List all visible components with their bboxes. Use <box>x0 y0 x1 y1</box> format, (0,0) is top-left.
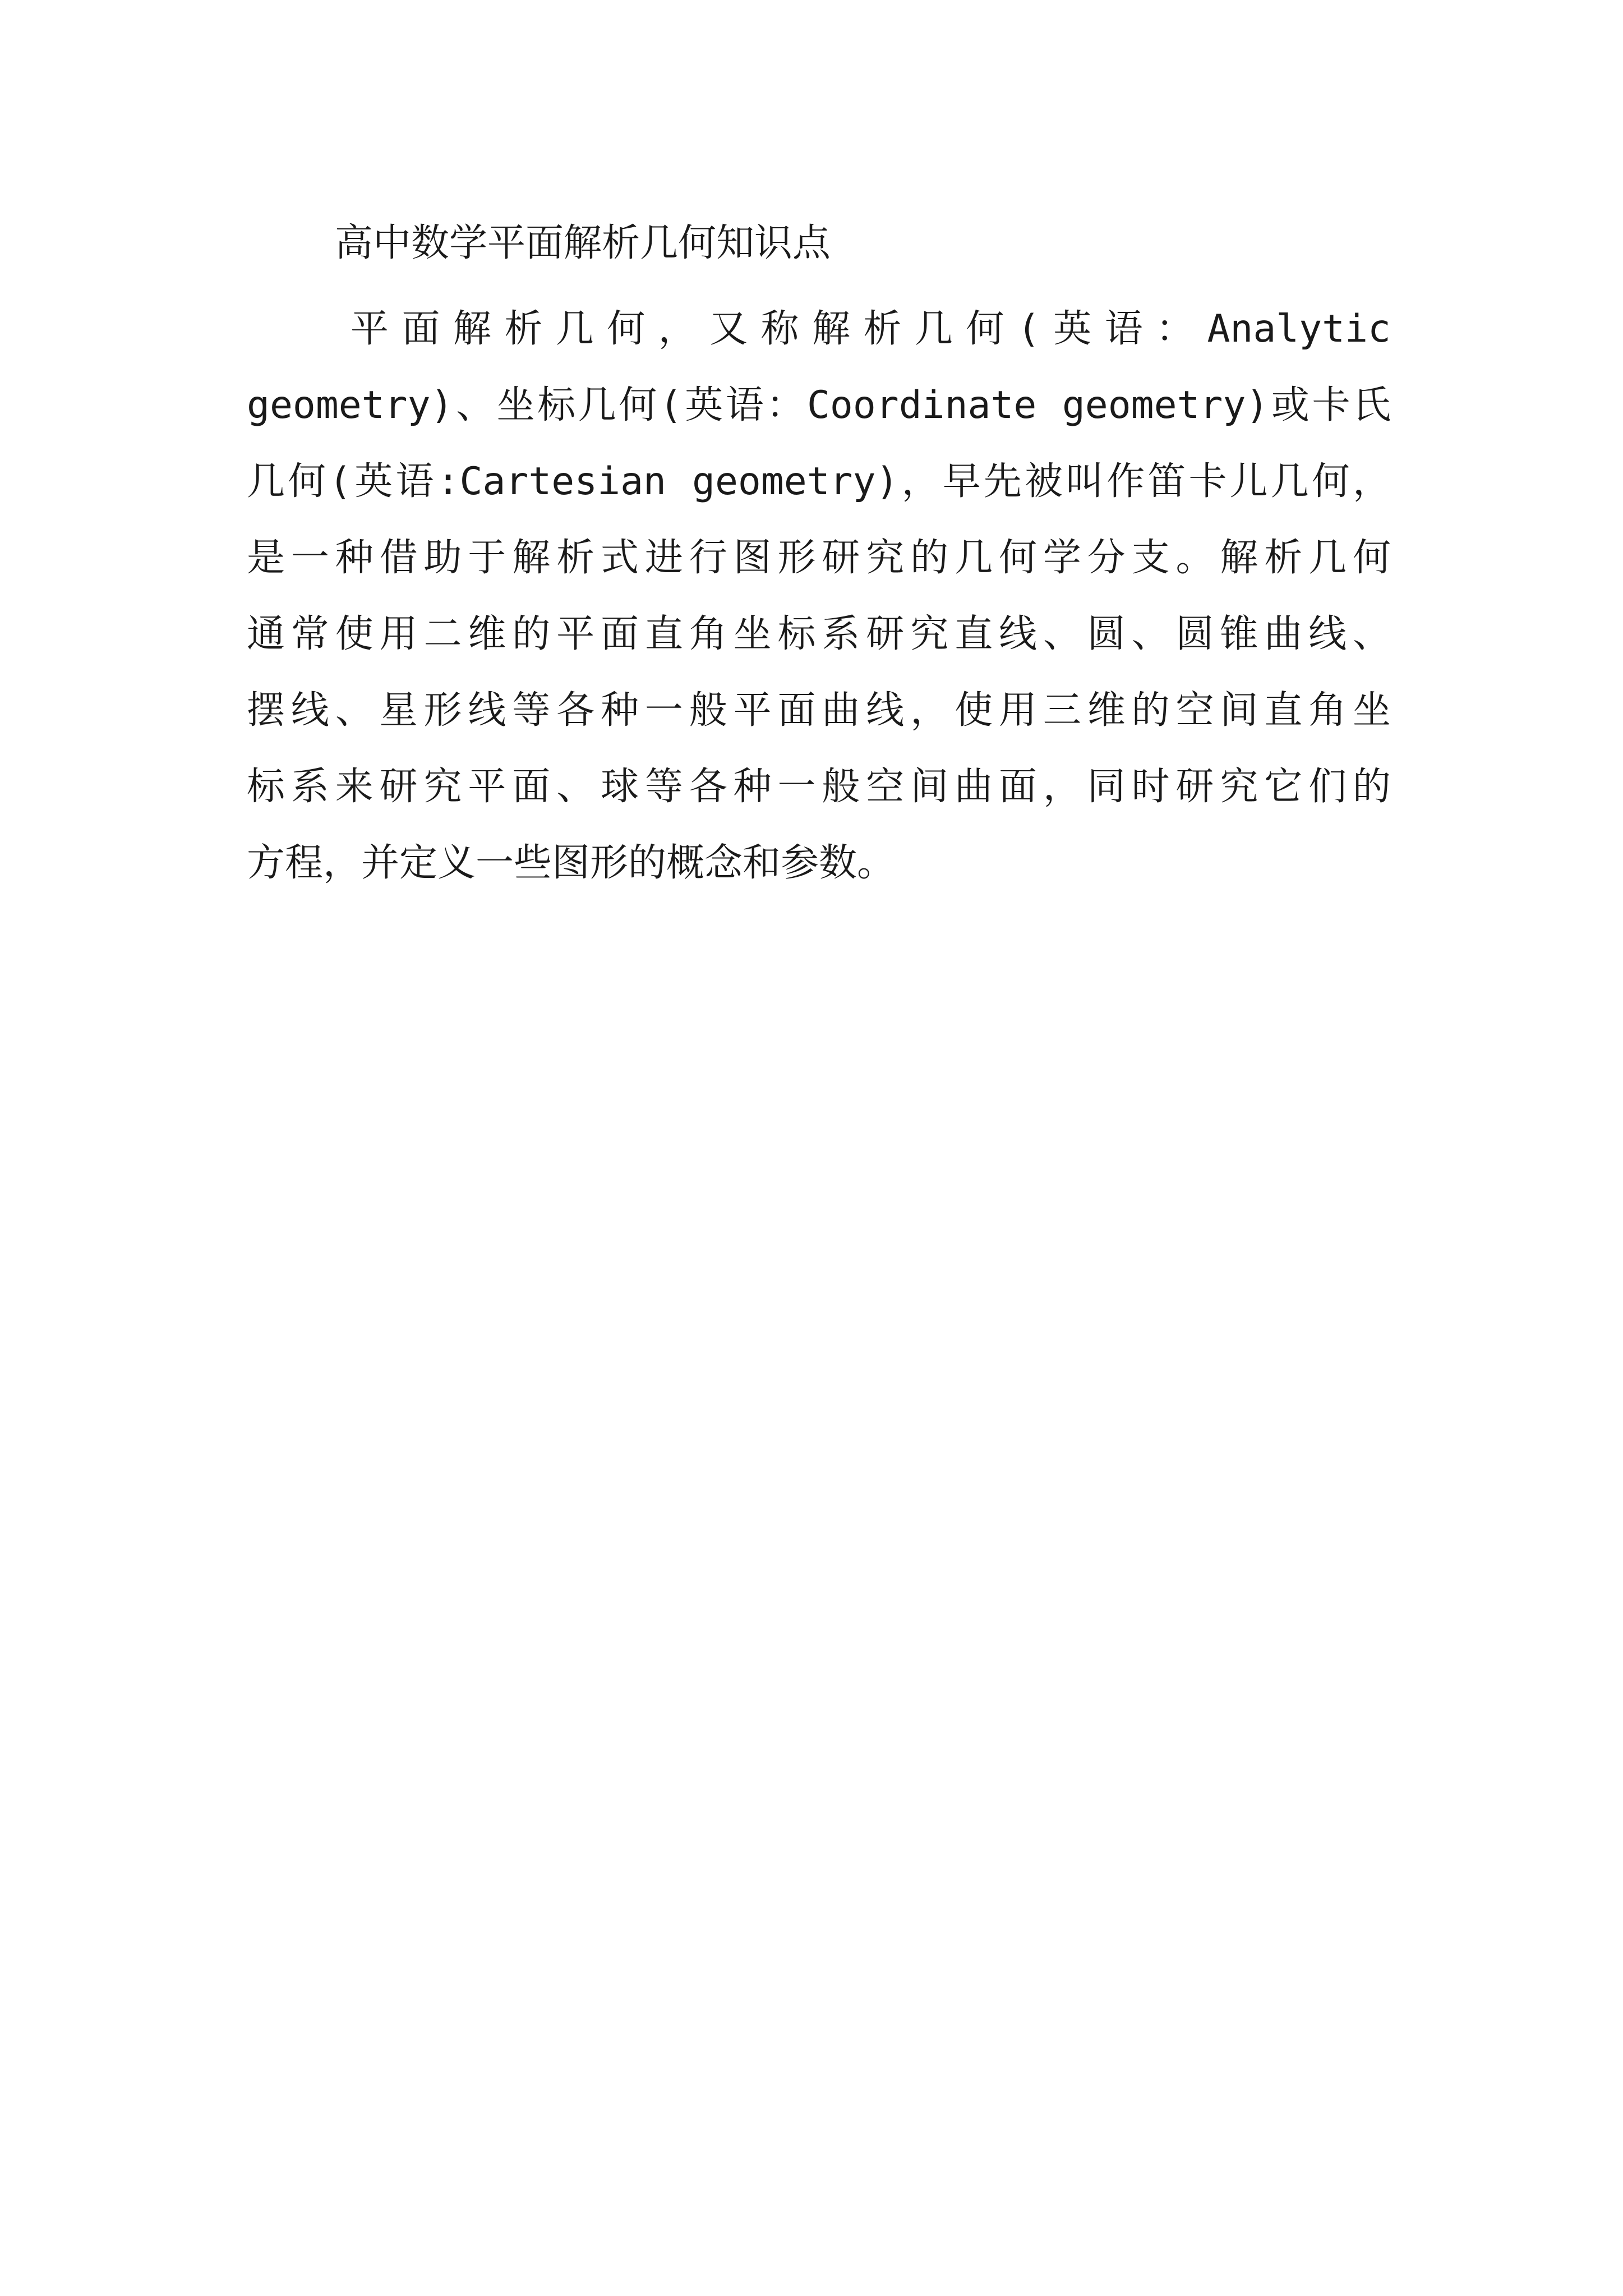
document-body <box>247 291 1391 901</box>
body-line: 标系来研究平面、球等各种一般空间曲面，同时研究它们的 <box>247 765 1391 809</box>
body-line: 通常使用二维的平面直角坐标系研究直线、圆、圆锥曲线、 <box>247 612 1391 656</box>
body-line: 方程，并定义一些图形的概念和参数。 <box>247 841 896 885</box>
body-line: 平面解析几何，又称解析几何(英语：Analytic <box>351 307 1391 351</box>
body-line: 几何(英语:Cartesian geometry)，早先被叫作笛卡儿几何， <box>247 459 1391 504</box>
body-line: 摆线、星形线等各种一般平面曲线，使用三维的空间直角坐 <box>247 688 1391 733</box>
body-line: 是一种借助于解析式进行图形研究的几何学分支。解析几何 <box>247 536 1391 580</box>
document-title: 高中数学平面解析几何知识点 <box>335 221 831 265</box>
body-line: geometry)、坐标几何(英语：Coordinate geometry)或卡氏 <box>247 383 1391 427</box>
